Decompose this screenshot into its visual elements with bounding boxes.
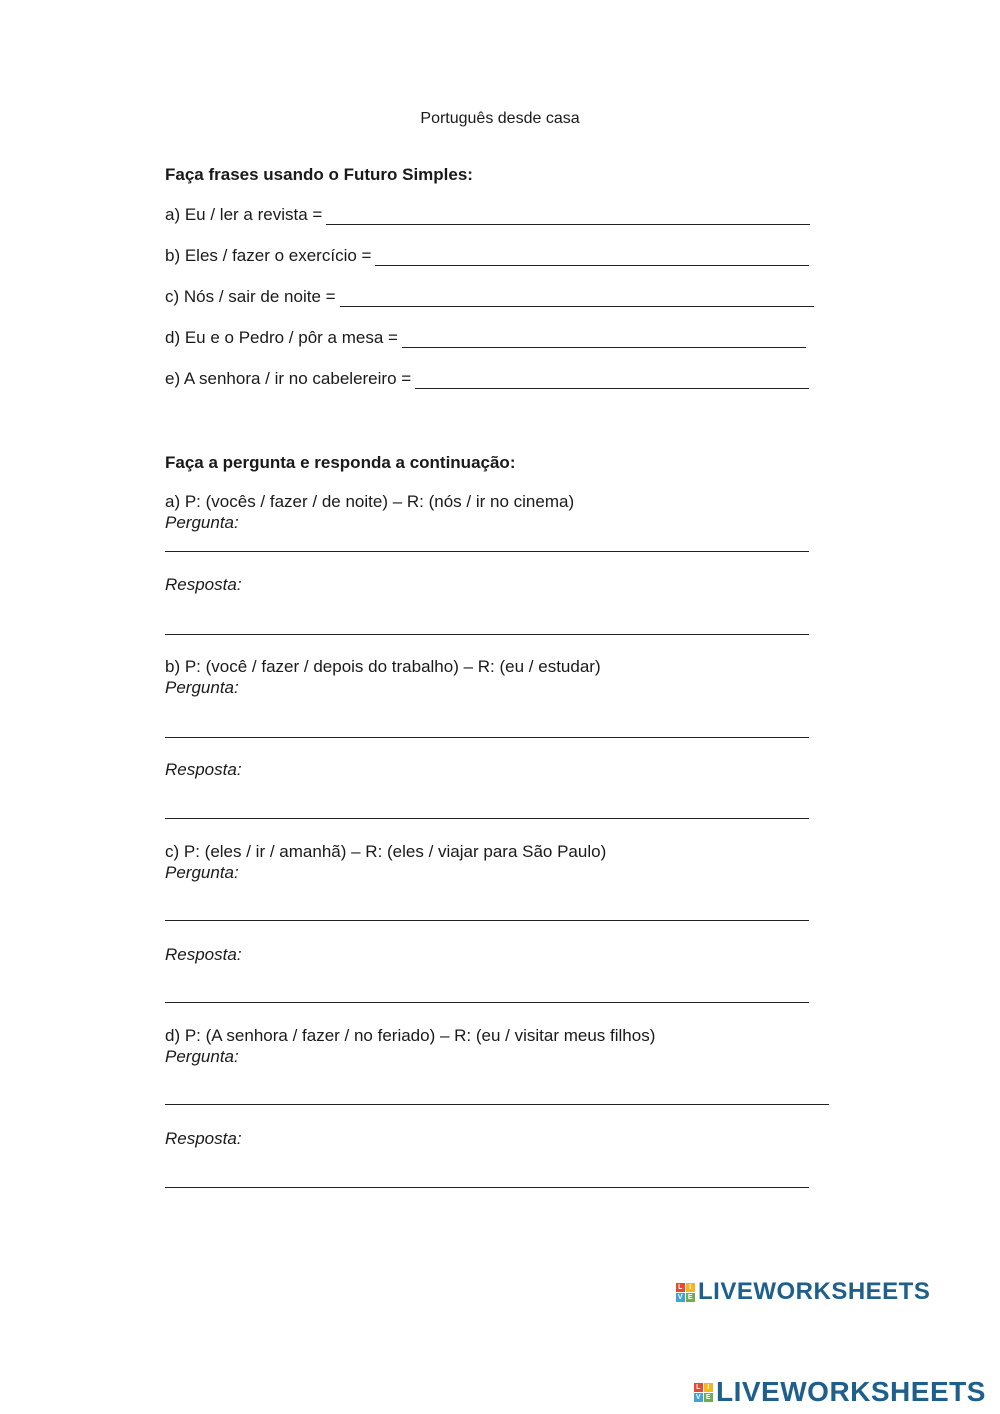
exercise-row-d xyxy=(165,326,806,348)
resposta-label: Resposta: xyxy=(165,760,242,779)
question-prompt-c: c) P: (eles / ir / amanhã) – R: (eles / viajar para São Paulo) xyxy=(165,842,607,861)
resposta-answer-line[interactable] xyxy=(165,1187,809,1188)
logo-block: E xyxy=(705,1393,712,1401)
exercise-prompt: e) A senhora / ir no cabelereiro = xyxy=(165,369,412,388)
exercise-prompt: c) Nós / sair de noite = xyxy=(165,287,336,306)
answer-blank[interactable] xyxy=(375,247,809,266)
logo-block: L xyxy=(676,1283,685,1292)
logo-text: LIVEWORKSHEETS xyxy=(716,1376,986,1407)
logo-block: E xyxy=(687,1293,694,1301)
resposta-answer-line[interactable] xyxy=(165,818,809,819)
logo-blocks-icon xyxy=(694,1383,713,1402)
resposta-label: Resposta: xyxy=(165,945,242,964)
liveworksheets-logo-footer xyxy=(694,1376,986,1408)
pergunta-label: Pergunta: xyxy=(165,513,239,532)
resposta-label: Resposta: xyxy=(165,575,242,594)
logo-block: V xyxy=(695,1393,702,1401)
resposta-label: Resposta: xyxy=(165,1129,242,1148)
logo-block: I xyxy=(686,1283,695,1292)
exercise-prompt: b) Eles / fazer o exercício = xyxy=(165,246,372,265)
pergunta-answer-line[interactable] xyxy=(165,1104,829,1105)
exercise-prompt: a) Eu / ler a revista = xyxy=(165,205,323,224)
resposta-answer-line[interactable] xyxy=(165,1002,809,1003)
logo-block: V xyxy=(677,1293,684,1301)
answer-blank[interactable] xyxy=(415,370,809,389)
liveworksheets-logo xyxy=(676,1278,930,1306)
exercise-prompt: d) Eu e o Pedro / pôr a mesa = xyxy=(165,328,398,347)
page-title: Português desde casa xyxy=(420,110,580,127)
logo-text: LIVEWORKSHEETS xyxy=(698,1278,931,1305)
pergunta-answer-line[interactable] xyxy=(165,737,809,738)
exercise-row-e xyxy=(165,367,809,389)
logo-blocks-icon xyxy=(676,1283,695,1302)
pergunta-label: Pergunta: xyxy=(165,678,239,697)
pergunta-answer-line[interactable] xyxy=(165,551,809,552)
answer-blank[interactable] xyxy=(326,206,810,225)
logo-block: L xyxy=(694,1383,703,1392)
pergunta-label: Pergunta: xyxy=(165,863,239,882)
pergunta-answer-line[interactable] xyxy=(165,920,809,921)
answer-blank[interactable] xyxy=(402,329,806,348)
pergunta-label: Pergunta: xyxy=(165,1047,239,1066)
exercise-row-c xyxy=(165,285,814,307)
answer-blank[interactable] xyxy=(340,288,814,307)
section2-heading: Faça a pergunta e responda a continuação: xyxy=(165,453,516,472)
section1-heading: Faça frases usando o Futuro Simples: xyxy=(165,165,473,184)
logo-block: I xyxy=(704,1383,713,1392)
exercise-row-a xyxy=(165,203,810,225)
question-prompt-b: b) P: (você / fazer / depois do trabalho) – R: (eu / estudar) xyxy=(165,657,601,676)
question-prompt-d: d) P: (A senhora / fazer / no feriado) – R: (eu / visitar meus filhos) xyxy=(165,1026,656,1045)
exercise-row-b xyxy=(165,244,809,266)
question-prompt-a: a) P: (vocês / fazer / de noite) – R: (nós / ir no cinema) xyxy=(165,492,575,511)
resposta-answer-line[interactable] xyxy=(165,634,809,635)
